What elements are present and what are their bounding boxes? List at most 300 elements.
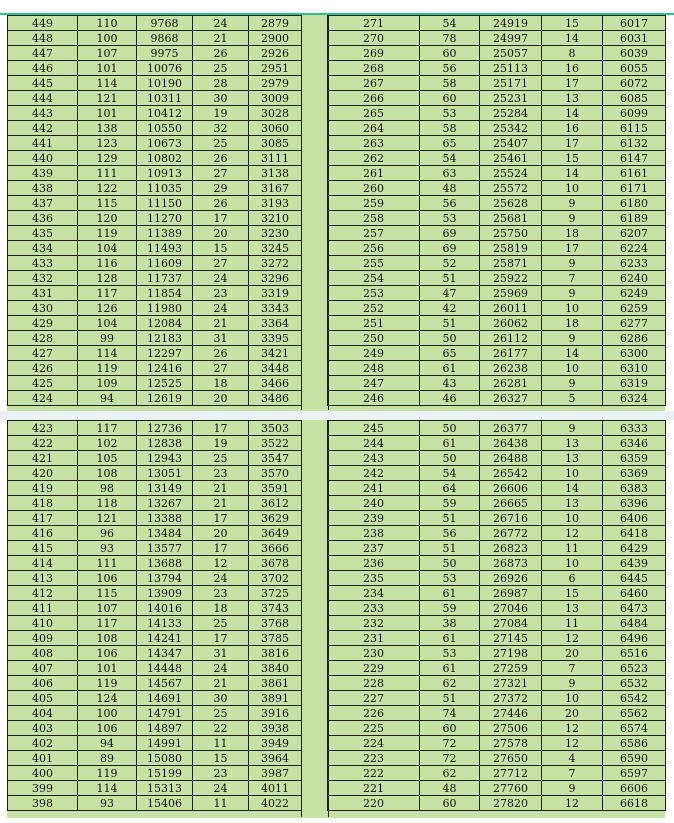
- table-cell[interactable]: 6618: [603, 796, 666, 811]
- table-cell[interactable]: 11609: [137, 256, 193, 271]
- table-cell[interactable]: 271: [328, 16, 420, 31]
- table-cell[interactable]: 13: [542, 91, 603, 106]
- table-cell[interactable]: 10: [542, 181, 603, 196]
- table-cell[interactable]: 26238: [480, 361, 542, 376]
- table-cell[interactable]: 27084: [480, 616, 542, 631]
- table-cell[interactable]: 48: [420, 781, 480, 796]
- table-cell[interactable]: 3522: [249, 436, 302, 451]
- table-cell[interactable]: 12838: [137, 436, 193, 451]
- table-cell[interactable]: 60: [420, 796, 480, 811]
- table-cell[interactable]: 105: [78, 451, 137, 466]
- table-cell[interactable]: 31: [193, 331, 249, 346]
- table-cell[interactable]: 447: [8, 46, 78, 61]
- table-cell[interactable]: 14347: [137, 646, 193, 661]
- table-cell[interactable]: 402: [8, 736, 78, 751]
- table-cell[interactable]: 24: [193, 301, 249, 316]
- table-cell[interactable]: 11150: [137, 196, 193, 211]
- table-cell[interactable]: 18: [193, 601, 249, 616]
- table-cell[interactable]: 25750: [480, 226, 542, 241]
- table-cell[interactable]: 406: [8, 676, 78, 691]
- table-cell[interactable]: 3678: [249, 556, 302, 571]
- table-cell[interactable]: 27046: [480, 601, 542, 616]
- table-cell[interactable]: 6586: [603, 736, 666, 751]
- table-cell[interactable]: 10190: [137, 76, 193, 91]
- table-cell[interactable]: 17: [193, 211, 249, 226]
- table-cell[interactable]: 3230: [249, 226, 302, 241]
- table-cell[interactable]: 138: [78, 121, 137, 136]
- table-cell[interactable]: 11389: [137, 226, 193, 241]
- table-cell[interactable]: 265: [328, 106, 420, 121]
- table-cell[interactable]: 432: [8, 271, 78, 286]
- table-cell[interactable]: 104: [78, 241, 137, 256]
- table-cell[interactable]: 6369: [603, 466, 666, 481]
- table-cell[interactable]: 14133: [137, 616, 193, 631]
- table-cell[interactable]: 433: [8, 256, 78, 271]
- table-cell[interactable]: 54: [420, 466, 480, 481]
- table-cell[interactable]: 53: [420, 211, 480, 226]
- table-cell[interactable]: 269: [328, 46, 420, 61]
- table-cell[interactable]: 11737: [137, 271, 193, 286]
- table-cell[interactable]: 121: [78, 511, 137, 526]
- table-cell[interactable]: 60: [420, 91, 480, 106]
- table-cell[interactable]: 20: [193, 226, 249, 241]
- table-cell[interactable]: 11: [542, 616, 603, 631]
- table-cell[interactable]: 50: [420, 556, 480, 571]
- table-cell[interactable]: 6039: [603, 46, 666, 61]
- table-cell[interactable]: 3785: [249, 631, 302, 646]
- table-cell[interactable]: 230: [328, 646, 420, 661]
- table-cell[interactable]: 27446: [480, 706, 542, 721]
- table-cell[interactable]: 15199: [137, 766, 193, 781]
- table-cell[interactable]: 62: [420, 766, 480, 781]
- table-cell[interactable]: 401: [8, 751, 78, 766]
- table-cell[interactable]: 19: [193, 436, 249, 451]
- table-cell[interactable]: 32: [193, 121, 249, 136]
- table-cell[interactable]: 13: [542, 451, 603, 466]
- table-cell[interactable]: 96: [78, 526, 137, 541]
- table-cell[interactable]: 228: [328, 676, 420, 691]
- table-cell[interactable]: 20: [193, 391, 249, 406]
- table-cell[interactable]: 30: [193, 691, 249, 706]
- table-cell[interactable]: 12: [193, 556, 249, 571]
- table-cell[interactable]: 250: [328, 331, 420, 346]
- table-cell[interactable]: 6031: [603, 31, 666, 46]
- table-cell[interactable]: 21: [193, 31, 249, 46]
- table-cell[interactable]: 436: [8, 211, 78, 226]
- table-cell[interactable]: 6542: [603, 691, 666, 706]
- table-cell[interactable]: 253: [328, 286, 420, 301]
- table-cell[interactable]: 16: [542, 61, 603, 76]
- table-cell[interactable]: 2900: [249, 31, 302, 46]
- table-cell[interactable]: 13484: [137, 526, 193, 541]
- table-cell[interactable]: 117: [78, 286, 137, 301]
- table-cell[interactable]: 14691: [137, 691, 193, 706]
- table-cell[interactable]: 446: [8, 61, 78, 76]
- table-cell[interactable]: 423: [8, 421, 78, 436]
- table-cell[interactable]: 435: [8, 226, 78, 241]
- table-cell[interactable]: 5: [542, 391, 603, 406]
- table-cell[interactable]: 10076: [137, 61, 193, 76]
- table-cell[interactable]: 14: [542, 346, 603, 361]
- table-cell[interactable]: 270: [328, 31, 420, 46]
- table-cell[interactable]: 60: [420, 46, 480, 61]
- table-cell[interactable]: 6132: [603, 136, 666, 151]
- table-cell[interactable]: 47: [420, 286, 480, 301]
- table-cell[interactable]: 12297: [137, 346, 193, 361]
- table-cell[interactable]: 21: [193, 496, 249, 511]
- table-cell[interactable]: 42: [420, 301, 480, 316]
- table-cell[interactable]: 246: [328, 391, 420, 406]
- table-cell[interactable]: 114: [78, 781, 137, 796]
- table-cell[interactable]: 17: [193, 511, 249, 526]
- table-cell[interactable]: 26438: [480, 436, 542, 451]
- table-cell[interactable]: 20: [542, 706, 603, 721]
- table-cell[interactable]: 26327: [480, 391, 542, 406]
- table-cell[interactable]: 15313: [137, 781, 193, 796]
- table-cell[interactable]: 6590: [603, 751, 666, 766]
- table-cell[interactable]: 25231: [480, 91, 542, 106]
- table-cell[interactable]: 10: [542, 466, 603, 481]
- table-cell[interactable]: 27145: [480, 631, 542, 646]
- table-cell[interactable]: 120: [78, 211, 137, 226]
- table-cell[interactable]: 6115: [603, 121, 666, 136]
- table-cell[interactable]: 51: [420, 691, 480, 706]
- table-cell[interactable]: 60: [420, 721, 480, 736]
- table-cell[interactable]: 26926: [480, 571, 542, 586]
- table-cell[interactable]: 426: [8, 361, 78, 376]
- table-cell[interactable]: 13388: [137, 511, 193, 526]
- table-cell[interactable]: 440: [8, 151, 78, 166]
- table-cell[interactable]: 6574: [603, 721, 666, 736]
- table-cell[interactable]: 56: [420, 61, 480, 76]
- table-cell[interactable]: 23: [193, 766, 249, 781]
- table-cell[interactable]: 9: [542, 376, 603, 391]
- table-cell[interactable]: 13: [542, 601, 603, 616]
- table-cell[interactable]: 26112: [480, 331, 542, 346]
- table-cell[interactable]: 4022: [249, 796, 302, 811]
- table-cell[interactable]: 418: [8, 496, 78, 511]
- table-cell[interactable]: 26772: [480, 526, 542, 541]
- table-cell[interactable]: 25969: [480, 286, 542, 301]
- table-cell[interactable]: 9: [542, 331, 603, 346]
- table-cell[interactable]: 256: [328, 241, 420, 256]
- table-cell[interactable]: 26: [193, 46, 249, 61]
- table-cell[interactable]: 25922: [480, 271, 542, 286]
- table-cell[interactable]: 9: [542, 676, 603, 691]
- table-cell[interactable]: 69: [420, 241, 480, 256]
- table-cell[interactable]: 25572: [480, 181, 542, 196]
- table-cell[interactable]: 121: [78, 91, 137, 106]
- table-cell[interactable]: 412: [8, 586, 78, 601]
- table-cell[interactable]: 403: [8, 721, 78, 736]
- table-cell[interactable]: 6523: [603, 661, 666, 676]
- table-cell[interactable]: 17: [193, 421, 249, 436]
- table-cell[interactable]: 104: [78, 316, 137, 331]
- table-cell[interactable]: 15: [542, 151, 603, 166]
- table-cell[interactable]: 13051: [137, 466, 193, 481]
- table-cell[interactable]: 263: [328, 136, 420, 151]
- table-cell[interactable]: 6445: [603, 571, 666, 586]
- table-cell[interactable]: 241: [328, 481, 420, 496]
- table-cell[interactable]: 12183: [137, 331, 193, 346]
- table-cell[interactable]: 24: [193, 661, 249, 676]
- table-cell[interactable]: 111: [78, 166, 137, 181]
- table-cell[interactable]: 26665: [480, 496, 542, 511]
- table-cell[interactable]: 430: [8, 301, 78, 316]
- table-cell[interactable]: 21: [193, 676, 249, 691]
- table-cell[interactable]: 6147: [603, 151, 666, 166]
- table-cell[interactable]: 48: [420, 181, 480, 196]
- table-cell[interactable]: 445: [8, 76, 78, 91]
- table-cell[interactable]: 14016: [137, 601, 193, 616]
- table-cell[interactable]: 15406: [137, 796, 193, 811]
- table-cell[interactable]: 53: [420, 646, 480, 661]
- table-cell[interactable]: 20: [542, 646, 603, 661]
- table-cell[interactable]: 27321: [480, 676, 542, 691]
- table-cell[interactable]: 52: [420, 256, 480, 271]
- table-cell[interactable]: 3949: [249, 736, 302, 751]
- table-cell[interactable]: 258: [328, 211, 420, 226]
- table-cell[interactable]: 14567: [137, 676, 193, 691]
- table-cell[interactable]: 3666: [249, 541, 302, 556]
- table-cell[interactable]: 252: [328, 301, 420, 316]
- table-cell[interactable]: 51: [420, 541, 480, 556]
- table-cell[interactable]: 25681: [480, 211, 542, 226]
- table-cell[interactable]: 126: [78, 301, 137, 316]
- table-cell[interactable]: 4011: [249, 781, 302, 796]
- table-cell[interactable]: 245: [328, 421, 420, 436]
- table-cell[interactable]: 6406: [603, 511, 666, 526]
- table-cell[interactable]: 12943: [137, 451, 193, 466]
- table-cell[interactable]: 3448: [249, 361, 302, 376]
- table-cell[interactable]: 6324: [603, 391, 666, 406]
- table-cell[interactable]: 62: [420, 676, 480, 691]
- table-cell[interactable]: 6606: [603, 781, 666, 796]
- table-cell[interactable]: 12084: [137, 316, 193, 331]
- table-cell[interactable]: 15: [542, 16, 603, 31]
- table-cell[interactable]: 427: [8, 346, 78, 361]
- table-cell[interactable]: 6532: [603, 676, 666, 691]
- table-cell[interactable]: 3987: [249, 766, 302, 781]
- table-cell[interactable]: 25284: [480, 106, 542, 121]
- table-cell[interactable]: 10: [542, 511, 603, 526]
- table-cell[interactable]: 420: [8, 466, 78, 481]
- table-cell[interactable]: 106: [78, 571, 137, 586]
- table-cell[interactable]: 264: [328, 121, 420, 136]
- table-cell[interactable]: 7: [542, 661, 603, 676]
- table-cell[interactable]: 409: [8, 631, 78, 646]
- table-cell[interactable]: 6396: [603, 496, 666, 511]
- table-cell[interactable]: 3891: [249, 691, 302, 706]
- table-cell[interactable]: 3272: [249, 256, 302, 271]
- table-cell[interactable]: 3009: [249, 91, 302, 106]
- table-cell[interactable]: 238: [328, 526, 420, 541]
- table-cell[interactable]: 27259: [480, 661, 542, 676]
- table-cell[interactable]: 119: [78, 361, 137, 376]
- table-cell[interactable]: 10802: [137, 151, 193, 166]
- table-cell[interactable]: 437: [8, 196, 78, 211]
- table-cell[interactable]: 3938: [249, 721, 302, 736]
- table-cell[interactable]: 17: [193, 541, 249, 556]
- table-cell[interactable]: 6072: [603, 76, 666, 91]
- table-cell[interactable]: 3649: [249, 526, 302, 541]
- table-cell[interactable]: 239: [328, 511, 420, 526]
- table-cell[interactable]: 65: [420, 136, 480, 151]
- table-cell[interactable]: 6286: [603, 331, 666, 346]
- table-cell[interactable]: 6085: [603, 91, 666, 106]
- table-cell[interactable]: 27506: [480, 721, 542, 736]
- table-cell[interactable]: 114: [78, 346, 137, 361]
- table-cell[interactable]: 56: [420, 196, 480, 211]
- table-cell[interactable]: 7: [542, 271, 603, 286]
- table-cell[interactable]: 3343: [249, 301, 302, 316]
- table-cell[interactable]: 15: [542, 586, 603, 601]
- table-cell[interactable]: 24: [193, 16, 249, 31]
- table-cell[interactable]: 237: [328, 541, 420, 556]
- table-cell[interactable]: 6429: [603, 541, 666, 556]
- table-cell[interactable]: 26377: [480, 421, 542, 436]
- table-cell[interactable]: 3702: [249, 571, 302, 586]
- table-cell[interactable]: 28: [193, 76, 249, 91]
- table-cell[interactable]: 6055: [603, 61, 666, 76]
- table-cell[interactable]: 26542: [480, 466, 542, 481]
- table-cell[interactable]: 106: [78, 721, 137, 736]
- table-cell[interactable]: 6418: [603, 526, 666, 541]
- table-cell[interactable]: 408: [8, 646, 78, 661]
- table-cell[interactable]: 61: [420, 631, 480, 646]
- table-cell[interactable]: 11: [193, 796, 249, 811]
- table-cell[interactable]: 14241: [137, 631, 193, 646]
- table-cell[interactable]: 9: [542, 211, 603, 226]
- table-cell[interactable]: 25871: [480, 256, 542, 271]
- table-cell[interactable]: 6207: [603, 226, 666, 241]
- table-cell[interactable]: 3167: [249, 181, 302, 196]
- table-cell[interactable]: 10: [542, 361, 603, 376]
- table-cell[interactable]: 27820: [480, 796, 542, 811]
- table-cell[interactable]: 123: [78, 136, 137, 151]
- table-cell[interactable]: 54: [420, 16, 480, 31]
- table-cell[interactable]: 25819: [480, 241, 542, 256]
- table-cell[interactable]: 6277: [603, 316, 666, 331]
- table-cell[interactable]: 15: [193, 751, 249, 766]
- table-cell[interactable]: 89: [78, 751, 137, 766]
- table-cell[interactable]: 233: [328, 601, 420, 616]
- table-cell[interactable]: 119: [78, 226, 137, 241]
- table-cell[interactable]: 59: [420, 496, 480, 511]
- table-cell[interactable]: 117: [78, 616, 137, 631]
- table-cell[interactable]: 419: [8, 481, 78, 496]
- table-cell[interactable]: 17: [193, 631, 249, 646]
- table-cell[interactable]: 441: [8, 136, 78, 151]
- table-cell[interactable]: 10: [542, 301, 603, 316]
- table-cell[interactable]: 12: [542, 721, 603, 736]
- table-cell[interactable]: 438: [8, 181, 78, 196]
- table-cell[interactable]: 3296: [249, 271, 302, 286]
- table-cell[interactable]: 3547: [249, 451, 302, 466]
- table-cell[interactable]: 255: [328, 256, 420, 271]
- table-cell[interactable]: 58: [420, 121, 480, 136]
- table-cell[interactable]: 11: [542, 541, 603, 556]
- table-cell[interactable]: 61: [420, 586, 480, 601]
- table-cell[interactable]: 14: [542, 481, 603, 496]
- table-cell[interactable]: 94: [78, 391, 137, 406]
- table-cell[interactable]: 14: [542, 166, 603, 181]
- table-cell[interactable]: 14897: [137, 721, 193, 736]
- table-cell[interactable]: 2879: [249, 16, 302, 31]
- table-cell[interactable]: 26: [193, 346, 249, 361]
- table-cell[interactable]: 439: [8, 166, 78, 181]
- table-cell[interactable]: 22: [193, 721, 249, 736]
- table-cell[interactable]: 14: [542, 31, 603, 46]
- table-cell[interactable]: 3028: [249, 106, 302, 121]
- table-cell[interactable]: 46: [420, 391, 480, 406]
- table-cell[interactable]: 6300: [603, 346, 666, 361]
- table-cell[interactable]: 3768: [249, 616, 302, 631]
- table-cell[interactable]: 421: [8, 451, 78, 466]
- table-cell[interactable]: 222: [328, 766, 420, 781]
- table-cell[interactable]: 3964: [249, 751, 302, 766]
- table-cell[interactable]: 9: [542, 781, 603, 796]
- table-cell[interactable]: 115: [78, 586, 137, 601]
- table-cell[interactable]: 111: [78, 556, 137, 571]
- table-cell[interactable]: 6310: [603, 361, 666, 376]
- table-cell[interactable]: 234: [328, 586, 420, 601]
- table-cell[interactable]: 14791: [137, 706, 193, 721]
- table-cell[interactable]: 3138: [249, 166, 302, 181]
- table-cell[interactable]: 424: [8, 391, 78, 406]
- table-cell[interactable]: 25: [193, 136, 249, 151]
- table-cell[interactable]: 410: [8, 616, 78, 631]
- table-cell[interactable]: 78: [420, 31, 480, 46]
- table-cell[interactable]: 117: [78, 421, 137, 436]
- table-cell[interactable]: 26011: [480, 301, 542, 316]
- table-cell[interactable]: 12: [542, 796, 603, 811]
- table-cell[interactable]: 25: [193, 61, 249, 76]
- table-cell[interactable]: 425: [8, 376, 78, 391]
- table-cell[interactable]: 223: [328, 751, 420, 766]
- table-cell[interactable]: 231: [328, 631, 420, 646]
- table-cell[interactable]: 6171: [603, 181, 666, 196]
- table-cell[interactable]: 23: [193, 466, 249, 481]
- table-cell[interactable]: 94: [78, 736, 137, 751]
- table-cell[interactable]: 100: [78, 706, 137, 721]
- table-cell[interactable]: 93: [78, 796, 137, 811]
- table-cell[interactable]: 434: [8, 241, 78, 256]
- table-cell[interactable]: 122: [78, 181, 137, 196]
- table-cell[interactable]: 129: [78, 151, 137, 166]
- table-cell[interactable]: 12416: [137, 361, 193, 376]
- table-cell[interactable]: 10311: [137, 91, 193, 106]
- table-cell[interactable]: 448: [8, 31, 78, 46]
- table-cell[interactable]: 27: [193, 256, 249, 271]
- table-cell[interactable]: 9868: [137, 31, 193, 46]
- table-cell[interactable]: 407: [8, 661, 78, 676]
- table-cell[interactable]: 27372: [480, 691, 542, 706]
- table-cell[interactable]: 17: [542, 136, 603, 151]
- table-cell[interactable]: 18: [542, 316, 603, 331]
- table-cell[interactable]: 51: [420, 271, 480, 286]
- table-cell[interactable]: 6161: [603, 166, 666, 181]
- table-cell[interactable]: 101: [78, 661, 137, 676]
- table-cell[interactable]: 59: [420, 601, 480, 616]
- table-cell[interactable]: 9: [542, 256, 603, 271]
- table-cell[interactable]: 13577: [137, 541, 193, 556]
- table-cell[interactable]: 61: [420, 661, 480, 676]
- table-cell[interactable]: 61: [420, 361, 480, 376]
- table-cell[interactable]: 242: [328, 466, 420, 481]
- table-cell[interactable]: 20: [193, 526, 249, 541]
- table-cell[interactable]: 51: [420, 316, 480, 331]
